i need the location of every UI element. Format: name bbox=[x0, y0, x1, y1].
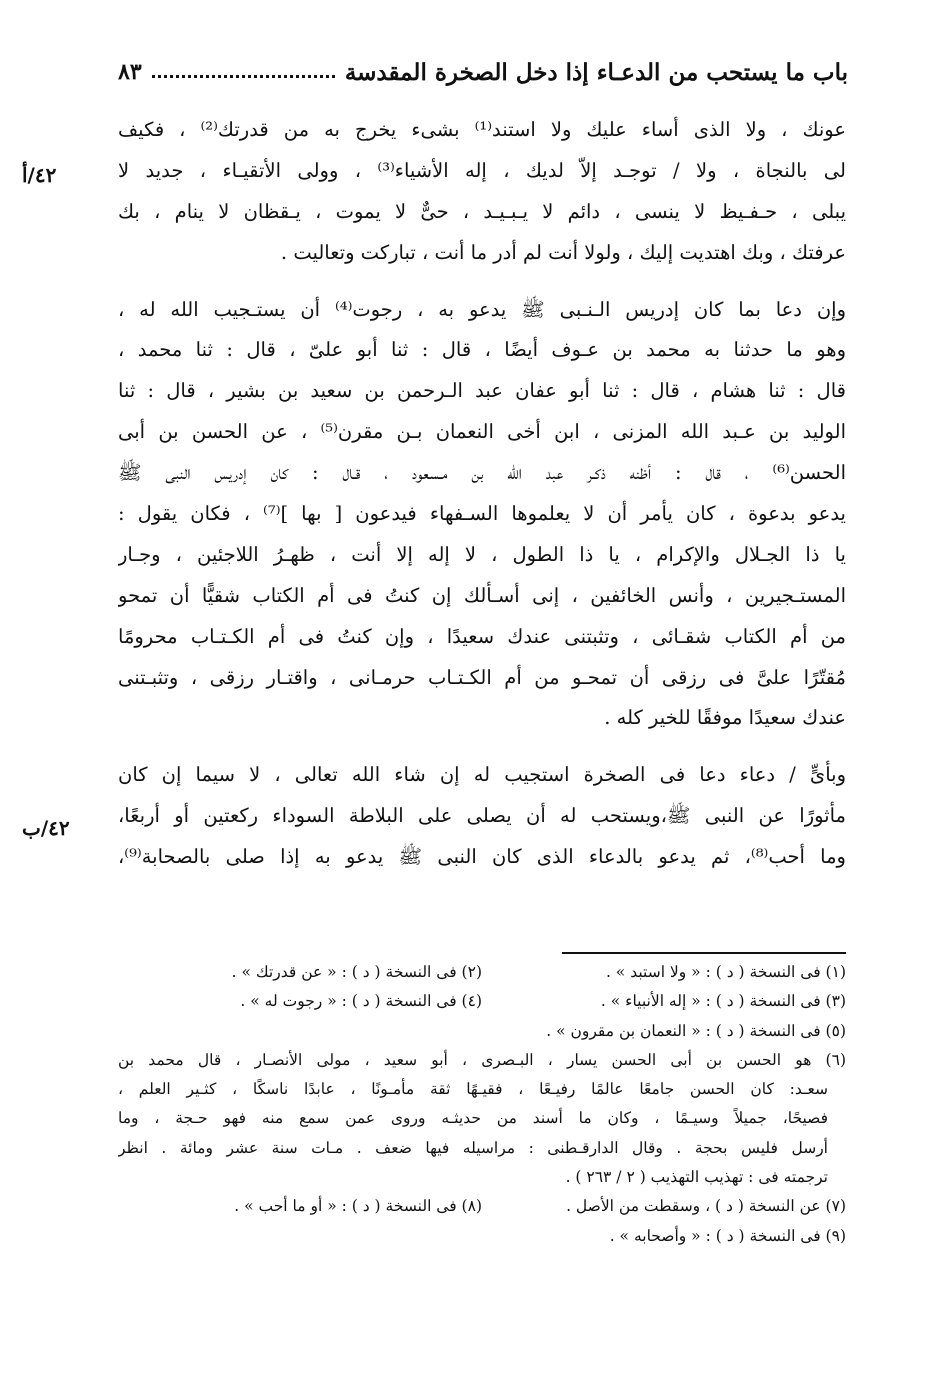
footnotes bbox=[118, 958, 846, 1251]
text-line: مُقتّرًا علىَّ فى رزقى أن تمحـو من أم الكـتـاب حرمـانى ، واقتـار رزقى ، وتثبـتنى bbox=[118, 665, 846, 689]
footnote-line: فصيحًا، جميلاً وسيـمًا ، وكان ما أسند من حديثـه وروى عمن سمع منه فهو حـجة ، وما bbox=[118, 1109, 828, 1128]
paragraph bbox=[118, 755, 846, 878]
paragraph-gap bbox=[118, 739, 846, 755]
footnote-row bbox=[118, 1017, 846, 1046]
margin-folio-note: ٤٢/أ bbox=[22, 163, 57, 187]
footnote-line: سعـد: كان الحسن جامعًا عالمًا رفيـعًا ، فقيـهًا ثقة مأمـونًا ، عابدًا ناسكًا ، كثـير العلم ، bbox=[118, 1080, 828, 1099]
text-line: يبلى ، حـفـيظ لا ينسى ، دائم لا يـبـيـد ، حىٌّ لا يموت ، يـقظان لا ينام ، بك bbox=[118, 199, 846, 223]
text-line: عونك ، ولا الذى أساء عليك ولا استند⁽¹⁾ بشىء يخرج به من قدرتك⁽²⁾ ، فكيف bbox=[118, 118, 846, 141]
footnote: (٩) فى النسخة ( د ) : « وأصحابه » . bbox=[609, 1226, 846, 1245]
paragraph bbox=[118, 110, 846, 274]
text-line: الحسن⁽⁶⁾ ، قال : أظنه ذكـر عبد الله بن مـسعود ، قـال : كان إدريس النبى ﷺ bbox=[118, 461, 846, 485]
footnote-line: ترجمته فى : تهذيب التهذيب ( ٢ / ٢٦٣ ) . bbox=[565, 1168, 828, 1187]
footnote: (٥) فى النسخة ( د ) : « النعمان بن مقرون » . bbox=[546, 1021, 846, 1040]
text-line: يا ذا الجـلال والإكرام ، يا ذا الطول ، لا إله إلا أنت ، ظهـرُ اللاجئين ، وجـار bbox=[118, 542, 846, 566]
main-text bbox=[118, 110, 846, 878]
footnote-line: (٦) هو الحسن بن أبى الحسن يسار ، البـصرى ، أبو سعيد ، مولى الأنصـار ، قال محمد بن bbox=[118, 1050, 846, 1069]
text-line: وما أحب⁽⁸⁾، ثم يدعو بالدعاء الذى كان النبى ﷺ يدعو به إذا صلى بالصحابة⁽⁹⁾، bbox=[118, 845, 846, 869]
footnote bbox=[118, 1046, 846, 1192]
footnote-line: أرسل فليس بحجة . وقال الدارقـطنى : مراسيله فيها ضعف . مـات سنة عشر ومائة . انظر bbox=[118, 1138, 828, 1157]
footnote: (٢) فى النسخة ( د ) : « عن قدرتك » . bbox=[231, 963, 482, 981]
footnote: (٨) فى النسخة ( د ) : « أو ما أحب » . bbox=[234, 1197, 482, 1216]
text-line: من أم الكتاب شقـائى ، وتثبتنى عندك سعيدًا ، وإن كنتُ فى أم الكـتـاب محرومًا bbox=[118, 624, 846, 648]
chapter-title: باب ما يستحب من الدعـاء إذا دخل الصخرة المقدسة bbox=[344, 58, 848, 86]
footnote: (٣) فى النسخة ( د ) : « إله الأنبياء » . bbox=[600, 992, 846, 1011]
text-line: وبأىٍّ / دعاء دعا فى الصخرة استجيب له إن شاء الله تعالى ، لا سيما إن كان bbox=[118, 763, 846, 787]
footnote: (٧) عن النسخة ( د ) ، وسقطت من الأصل . bbox=[566, 1197, 846, 1216]
text-line: يدعو بدعوة ، كان يأمر أن لا يعلموها السـفهاء فيدعون [ بها ]⁽⁷⁾ ، فكان يقول : bbox=[118, 502, 846, 526]
running-header bbox=[118, 50, 848, 94]
page-number: ٨٣ bbox=[118, 59, 142, 85]
footnote: (٤) فى النسخة ( د ) : « رجوت له » . bbox=[240, 992, 482, 1011]
footnote: (١) فى النسخة ( د ) : « ولا استبد » . bbox=[605, 963, 846, 981]
text-line: عندك سعيدًا موفقًا للخير كله . bbox=[604, 706, 846, 730]
margin-folio-note: ٤٢/ب bbox=[22, 816, 70, 840]
text-line: عرفتك ، وبك اهتديت إليك ، ولولا أنت لم أدر ما أنت ، تباركت وتعاليت . bbox=[280, 240, 846, 264]
text-line: مأثورًا عن النبى ﷺ،ويستحب له أن يصلى على البلاطة السوداء ركعتين أو أربعًا، bbox=[118, 804, 846, 828]
footnote-row bbox=[118, 1222, 846, 1251]
text-line: المستـجيرين ، وأنس الخائفين ، إنى أسـألك إن كنتُ فى أم الكتاب شقيًّا أن تمحو bbox=[118, 583, 846, 607]
footnote-row bbox=[118, 1192, 846, 1221]
text-line: قال : ثنا هشام ، قال : ثنا أبو عفان عبد الـرحمن بن سعيد بن بشير ، قال : ثنا bbox=[118, 379, 846, 403]
text-line: الوليد بن عـبد الله المزنى ، ابن أخى النعمان بـن مقرن⁽⁵⁾ ، عن الحسن بن أبى bbox=[118, 420, 846, 444]
text-line: وهو ما حدثنا به محمد بن عـوف أيضًا ، قال : ثنا أبو علىّ ، قال : ثنا محمد ، bbox=[118, 338, 846, 362]
footnote-row bbox=[118, 987, 846, 1016]
text-line: وإن دعا بما كان إدريس الـنـبى ﷺ يدعو به ، رجوت⁽⁴⁾ أن يستـجيب الله له ، bbox=[118, 297, 846, 321]
text-line: لى بالنجاة ، ولا / توجـد إلاّ لديك ، إله الأشياء⁽³⁾ ، وولى الأتقيـاء ، جديد لا bbox=[118, 158, 846, 182]
paragraph bbox=[118, 290, 846, 740]
leader-dots bbox=[152, 75, 335, 78]
footnote-row bbox=[118, 958, 846, 987]
paragraph-gap bbox=[118, 274, 846, 290]
footnote-separator bbox=[562, 952, 846, 954]
